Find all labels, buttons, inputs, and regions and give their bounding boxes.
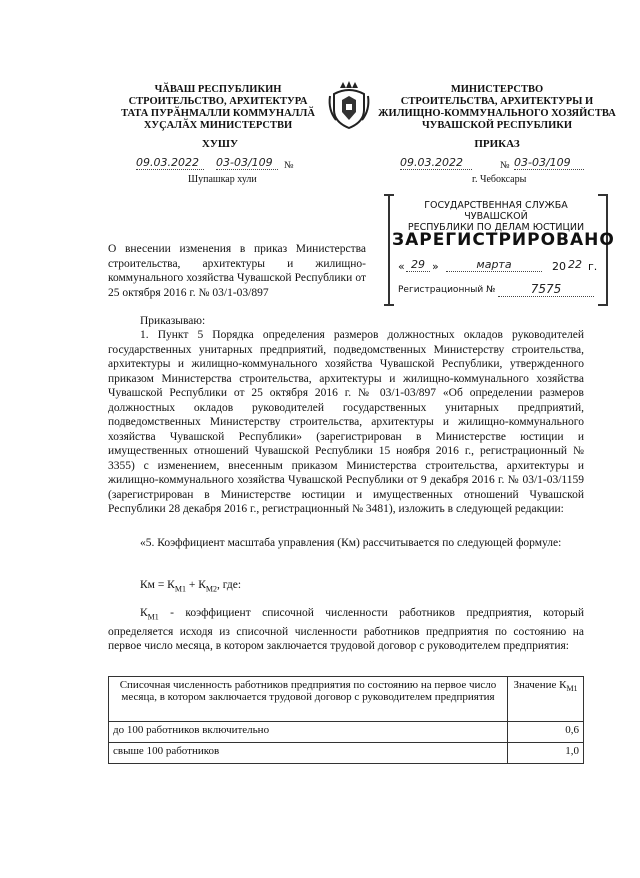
- stamp-reg-label: Регистрационный №: [398, 285, 496, 295]
- stamp-year-unit: г.: [588, 260, 598, 273]
- header-left-line: ТАТА ПУРӐНМАЛЛИ КОММУНАЛЛӐ: [121, 108, 315, 119]
- table-cell-value: 0,6: [508, 722, 584, 743]
- right-date: 09.03.2022: [400, 156, 472, 170]
- stamp-line: РЕСПУБЛИКИ ПО ДЕЛАМ ЮСТИЦИИ: [407, 222, 585, 233]
- formula: [140, 578, 241, 597]
- table-header-row: [109, 677, 584, 722]
- stamp-quote-open: «: [398, 260, 405, 273]
- header-left-line: ЧӐВАШ РЕСПУБЛИКИН: [154, 84, 282, 95]
- table-cell-label: до 100 работников включительно: [109, 722, 508, 743]
- chuvash-emblem-icon: [326, 80, 372, 130]
- stamp-quote-close: »: [432, 260, 439, 273]
- left-number-sign: №: [284, 160, 294, 171]
- stamp-corner: [598, 304, 608, 306]
- right-number: 03-03/109: [514, 156, 584, 170]
- header-right-line: ЖИЛИЩНО-КОММУНАЛЬНОГО ХОЗЯЙСТВА: [378, 108, 616, 119]
- ministry-name-russian: [372, 84, 622, 132]
- formula-sub-m1: М1: [174, 584, 186, 594]
- header-right-line: МИНИСТЕРСТВО: [450, 84, 544, 95]
- left-city: Шупашкар хули: [188, 174, 257, 185]
- table-header-cell: [508, 677, 584, 722]
- definition-k: К: [140, 607, 148, 619]
- formula-sub-m2: М2: [205, 584, 218, 594]
- doc-type-chuvash: ХУШУ: [201, 138, 239, 150]
- doc-type-russian: ПРИКАЗ: [474, 138, 520, 150]
- table-row: [109, 743, 584, 764]
- formula-lhs: Км = К: [140, 579, 175, 591]
- order-word: Приказываю:: [140, 315, 206, 327]
- formula-tail: , где:: [217, 579, 242, 591]
- stamp-line: ГОСУДАРСТВЕННАЯ СЛУЖБА ЧУВАШСКОЙ: [424, 200, 568, 222]
- table-header-cell: Списочная численность работников предприятия по состоянию на первое число месяца, в котором заключается трудовой договор с руководителем предприятия: [109, 677, 508, 722]
- stamp-reg-number: 7575: [498, 282, 594, 297]
- stamp-corner: [598, 194, 608, 196]
- definition-km1: [108, 606, 584, 654]
- stamp-day: 29: [406, 258, 430, 272]
- header-left-line: СТРОИТЕЛЬСТВО, АРХИТЕКТУРА: [128, 96, 308, 107]
- document-subject: О внесении изменения в приказ Министерства строительства, архитектуры и жилищно-коммунального хозяйства Чувашской Республики от 25 октября 2016 г. № 03/1-03/897: [108, 243, 366, 299]
- table-cell-label: свыше 100 работников: [109, 743, 508, 764]
- stamp-date-row: [398, 258, 602, 276]
- right-number-sign: №: [500, 160, 510, 171]
- header-left-line: ХУҪАЛӐХ МИНИСТЕРСТВИ: [143, 120, 293, 131]
- ministry-name-chuvash: [118, 84, 318, 132]
- table-row: [109, 722, 584, 743]
- stamp-registered: ЗАРЕГИСТРИРОВАНО: [392, 230, 615, 250]
- paragraph-1: 1. Пункт 5 Порядка определения размеров должностных окладов руководителей государственных унитарных предприятий, подведомственных Министерству строительства, архитектуры и жилищно-коммунального хозяйства Чувашской Республики, утвержденного приказом Министерства строительства, архитектуры и жилищно-коммунального хозяйства Чувашской Республики от 25 октября 2016 г. № 03/1-03/897 «Об определении размеров должностных окладов руководителей государственных унитарных предприятий, подведомственных Министерству строительства, архитектуры и жилищно-коммунального хозяйства Чувашской Республики» (зарегистрирован в Министерстве юстиции и имущественных отношений Чувашской Республики 15 ноября 2016 г., регистрационный № 3355) с изменением, внесенным приказом Министерства строительства, архитектуры и жилищно-коммунального хозяйства Чувашской Республики от 9 декабря 2016 г. № 03/1-03/1159 (зарегистрирован в Министерстве юстиции и имущественных отношений Чувашской Республики 28 декабря 2016 г., регистрационный № 3481), изложить в следующей редакции:: [108, 329, 584, 515]
- right-city: г. Чебоксары: [472, 174, 527, 185]
- table-cell-value: 1,0: [508, 743, 584, 764]
- header-right-line: ЧУВАШСКОЙ РЕСПУБЛИКИ: [421, 120, 573, 131]
- stamp-corner: [384, 194, 394, 196]
- stamp-reg-row: [398, 282, 602, 298]
- definition-text: - коэффициент списочной численности работников предприятия, который определяется исходя из списочной численности работников предприятия по состоянию на первое число месяца, в котором заключается трудовой договор с руководителем предприятия:: [108, 607, 584, 653]
- stamp-corner: [384, 304, 394, 306]
- table-header-sub: М1: [566, 684, 578, 694]
- coefficient-table: [108, 676, 584, 764]
- stamp-authority: [392, 200, 600, 233]
- stamp-year-prefix: 20: [552, 260, 566, 273]
- paragraph-2: «5. Коэффициент масштаба управления (Км) рассчитывается по следующей формуле:: [140, 537, 562, 549]
- header-right-line: СТРОИТЕЛЬСТВА, АРХИТЕКТУРЫ И: [400, 96, 594, 107]
- stamp-year-suffix: 22: [568, 258, 582, 271]
- definition-sub: М1: [147, 612, 159, 622]
- table-header-value: Значение К: [513, 679, 567, 691]
- formula-plus: + К: [185, 579, 206, 591]
- left-date: 09.03.2022: [136, 156, 204, 170]
- stamp-month: марта: [446, 258, 542, 272]
- left-number: 03-03/109: [216, 156, 278, 170]
